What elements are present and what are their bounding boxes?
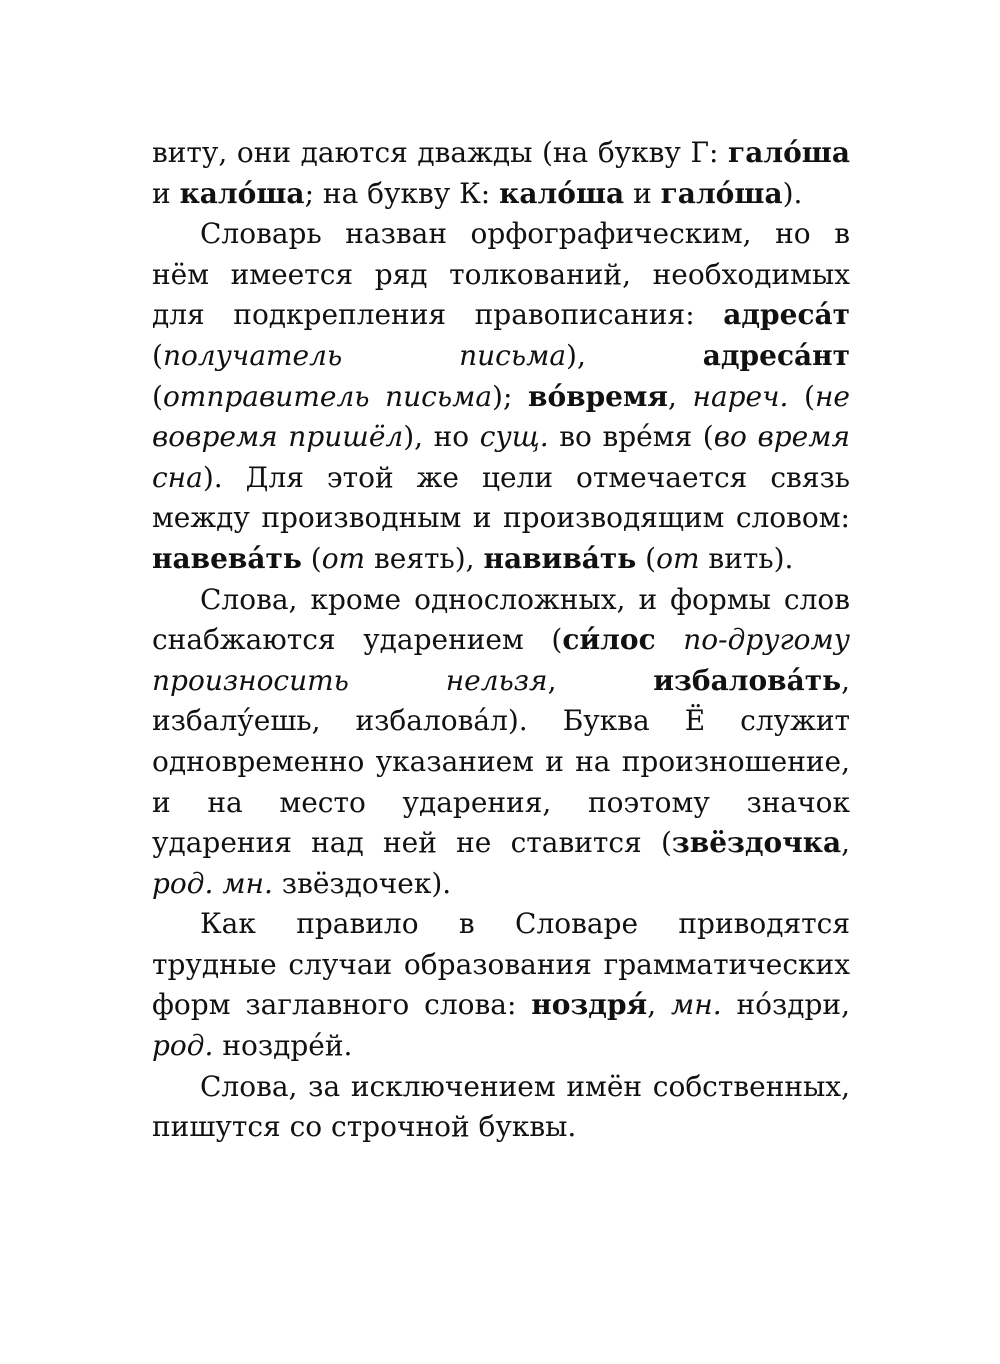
paragraph [152,214,850,579]
headword-text: избалова́ть [653,663,842,697]
headword-text: кало́ша [179,176,305,210]
headword-text: кало́ша [499,176,625,210]
body-text: ). [782,176,803,210]
italic-gloss-text: род. мн. [152,866,273,900]
body-text: и [152,176,180,210]
body-text: Слова, кроме односложных, и формы слов снабжаются ударением ( [152,582,850,657]
body-text: ), но [403,420,480,454]
document-page [152,133,850,1148]
body-text: виту, они даются дважды (на букву Г: [152,136,729,169]
body-text: , [841,826,850,860]
body-text: ). Для этой же цели отмечается связь между производным и производящим словом: [152,460,850,535]
body-text: ); [492,379,528,413]
body-text: , [547,663,654,697]
italic-gloss-text: от [656,541,700,575]
headword-text: адреса́нт [702,338,850,372]
body-text: , [647,988,672,1022]
body-text: ; на букву К: [304,176,500,210]
headword-text: си́лос [562,623,656,657]
body-text: ( [301,541,322,575]
italic-gloss-text: получатель письма [162,338,567,372]
headword-text: ноздря́ [531,988,648,1022]
body-text: ( [152,338,163,372]
body-text: Словарь назван орфографическим, но в нём имеется ряд толкований, необходимых для подкрепления правописания: [152,217,850,332]
italic-gloss-text: нареч. [692,379,789,413]
body-text: Как правило в Словаре приводятся трудные случаи образования грамматических форм заглавного слова: [152,907,850,1022]
body-text: ноздре́й. [213,1029,353,1063]
body-text: но́здри, [721,988,850,1022]
body-text: , [668,379,693,413]
headword-text: адреса́т [723,298,850,332]
body-text: , избалу́ешь, избалова́л). Буква Ё служит одновременно указанием и на произношение, и на место ударения, поэтому значок ударения над ней не ставится ( [152,663,850,860]
body-text: веять), [365,541,484,575]
body-text: вить). [699,541,794,575]
italic-gloss-text: отправитель письма [162,379,493,413]
body-text: ), [566,338,703,372]
headword-text: гало́ша [728,136,850,169]
headword-text: звёздочка [671,826,842,860]
paragraph [152,1067,850,1148]
body-text: звёздочек). [272,866,452,900]
body-text: ( [636,541,657,575]
headword-text: во́время [528,379,668,413]
body-text [656,623,684,656]
italic-gloss-text: по-другому произносить нельзя [152,623,850,697]
paragraph [152,580,850,905]
body-text: и [624,176,661,210]
headword-text: навива́ть [483,541,637,575]
body-text: ( [152,379,163,413]
headword-text: гало́ша [660,176,783,210]
body-text: ( [788,379,815,413]
italic-gloss-text: мн. [671,988,722,1022]
headword-text: навева́ть [152,541,302,575]
body-text: Слова, за исключением имён собственных, пишутся со строчной буквы. [152,1069,850,1144]
italic-gloss-text: во время сна [152,420,850,494]
italic-gloss-text: от [321,541,366,575]
italic-gloss-text: не вовремя пришёл [152,379,850,454]
italic-gloss-text: сущ. [479,420,549,454]
paragraph [152,904,850,1066]
italic-gloss-text: род. [152,1029,214,1063]
paragraph [152,133,850,214]
body-text: во вре́мя ( [548,420,714,454]
